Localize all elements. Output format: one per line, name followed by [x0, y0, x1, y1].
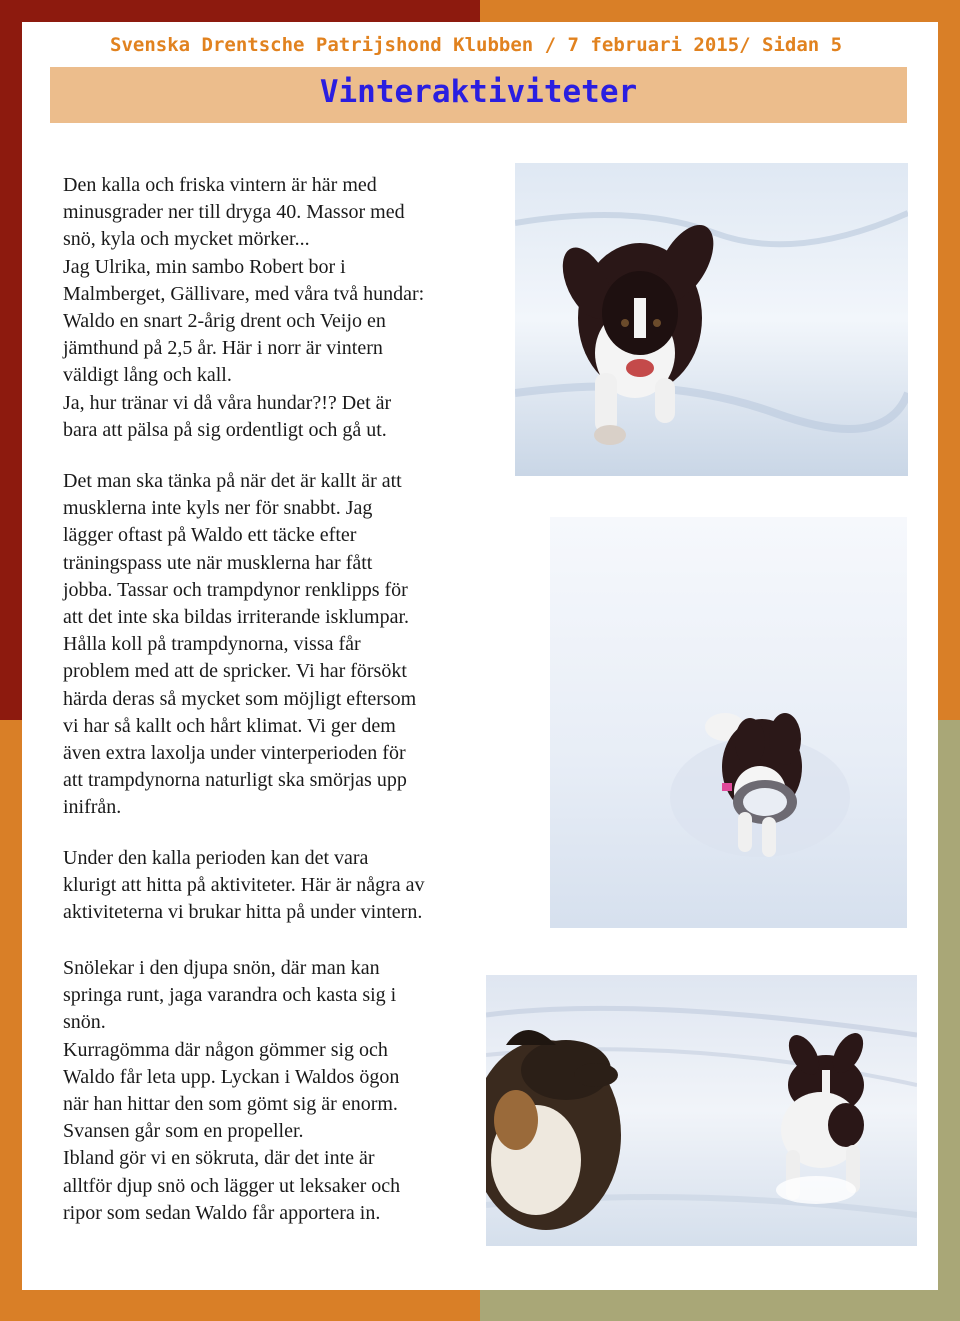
text-line: springa runt, jaga varandra och kasta sig i	[63, 984, 397, 1007]
text-line: när han hittar den som gömt sig är enorm.	[63, 1093, 398, 1116]
text-line: väldigt lång och kall.	[63, 364, 232, 387]
text-line: Svansen går som en propeller.	[63, 1120, 304, 1143]
text-line: att trampdynorna naturligt ska smörjas upp	[63, 769, 407, 792]
text-line: alltför djup snö och lägger ut leksaker och	[63, 1174, 401, 1197]
text-line: jämthund på 2,5 år. Här i norr är vintern	[63, 337, 383, 360]
paragraph-muscles	[63, 468, 493, 822]
text-line: även extra laxolja under vinterperioden för	[63, 742, 406, 765]
text-line: lägger oftast på Waldo ett täcke efter	[63, 524, 357, 547]
text-line: Ibland gör vi en sökruta, där det inte är	[63, 1147, 375, 1170]
title-bar	[50, 67, 907, 123]
text-line: Snölekar i den djupa snön, där man kan	[63, 957, 380, 979]
border-right-top	[938, 0, 960, 720]
text-line: att det inte ska bildas irriterande isklumpar.	[63, 606, 410, 629]
text-line: Den kalla och friska vintern är här med	[63, 174, 377, 196]
text-line: Under den kalla perioden kan det vara	[63, 847, 369, 869]
text-line: Ja, hur tränar vi då våra hundar?!? Det är	[63, 391, 392, 414]
text-line: härda deras så mycket som möjligt eftersom	[63, 687, 417, 710]
paragraph-activities	[63, 845, 493, 927]
text-line: träningspass ute när musklerna har fått	[63, 551, 373, 574]
paragraph-intro	[63, 172, 493, 444]
text-line: Waldo får leta upp. Lyckan i Waldos ögon	[63, 1065, 400, 1088]
border-bottom-left	[0, 1290, 480, 1321]
running-header: Svenska Drentsche Patrijshond Klubben / 7 februari 2015/ Sidan 5	[110, 34, 843, 56]
text-line: Malmberget, Gällivare, med våra två hundar:	[63, 282, 425, 305]
text-line: Det man ska tänka på när det är kallt är att	[63, 470, 402, 492]
text-line: ripor som sedan Waldo får apportera in.	[63, 1201, 381, 1224]
text-line: snö, kyla och mycket mörker...	[63, 228, 310, 251]
border-left-top	[0, 0, 22, 720]
border-bottom-right	[480, 1290, 960, 1321]
text-line: aktiviteterna vi brukar hitta på under vintern.	[63, 901, 423, 924]
text-line: Hålla koll på trampdynorna, vissa får	[63, 633, 361, 656]
text-line: minusgrader ner till dryga 40. Massor med	[63, 201, 405, 224]
text-line: Jag Ulrika, min sambo Robert bor i	[63, 255, 346, 278]
text-line: Waldo en snart 2-årig drent och Veijo en	[63, 310, 386, 333]
border-left-bottom	[0, 720, 22, 1321]
text-line: snön.	[63, 1011, 106, 1034]
text-line: klurigt att hitta på aktiviteter. Här är några av	[63, 874, 425, 897]
text-line: jobba. Tassar och trampdynor renklipps för	[63, 578, 408, 601]
border-top-right	[480, 0, 960, 22]
photo-two-dogs-playing	[486, 975, 917, 1246]
text-line: bara att pälsa på sig ordentligt och gå ut.	[63, 418, 387, 441]
border-right-bottom	[938, 720, 960, 1321]
text-line: problem med att de spricker. Vi har försökt	[63, 660, 407, 683]
text-line: musklerna inte kyls ner för snabbt. Jag	[63, 497, 373, 520]
text-line: inifrån.	[63, 796, 122, 819]
photo-dog-with-snow-toy	[550, 517, 907, 928]
border-top-left	[0, 0, 480, 22]
photo-dog-running-snow	[515, 163, 908, 476]
page-title: Vinteraktiviteter	[319, 74, 638, 110]
text-line: Kurragömma där någon gömmer sig och	[63, 1038, 388, 1061]
paragraph-snow-games	[63, 955, 493, 1227]
text-line: vi har så kallt och hårt klimat. Vi ger dem	[63, 714, 396, 737]
